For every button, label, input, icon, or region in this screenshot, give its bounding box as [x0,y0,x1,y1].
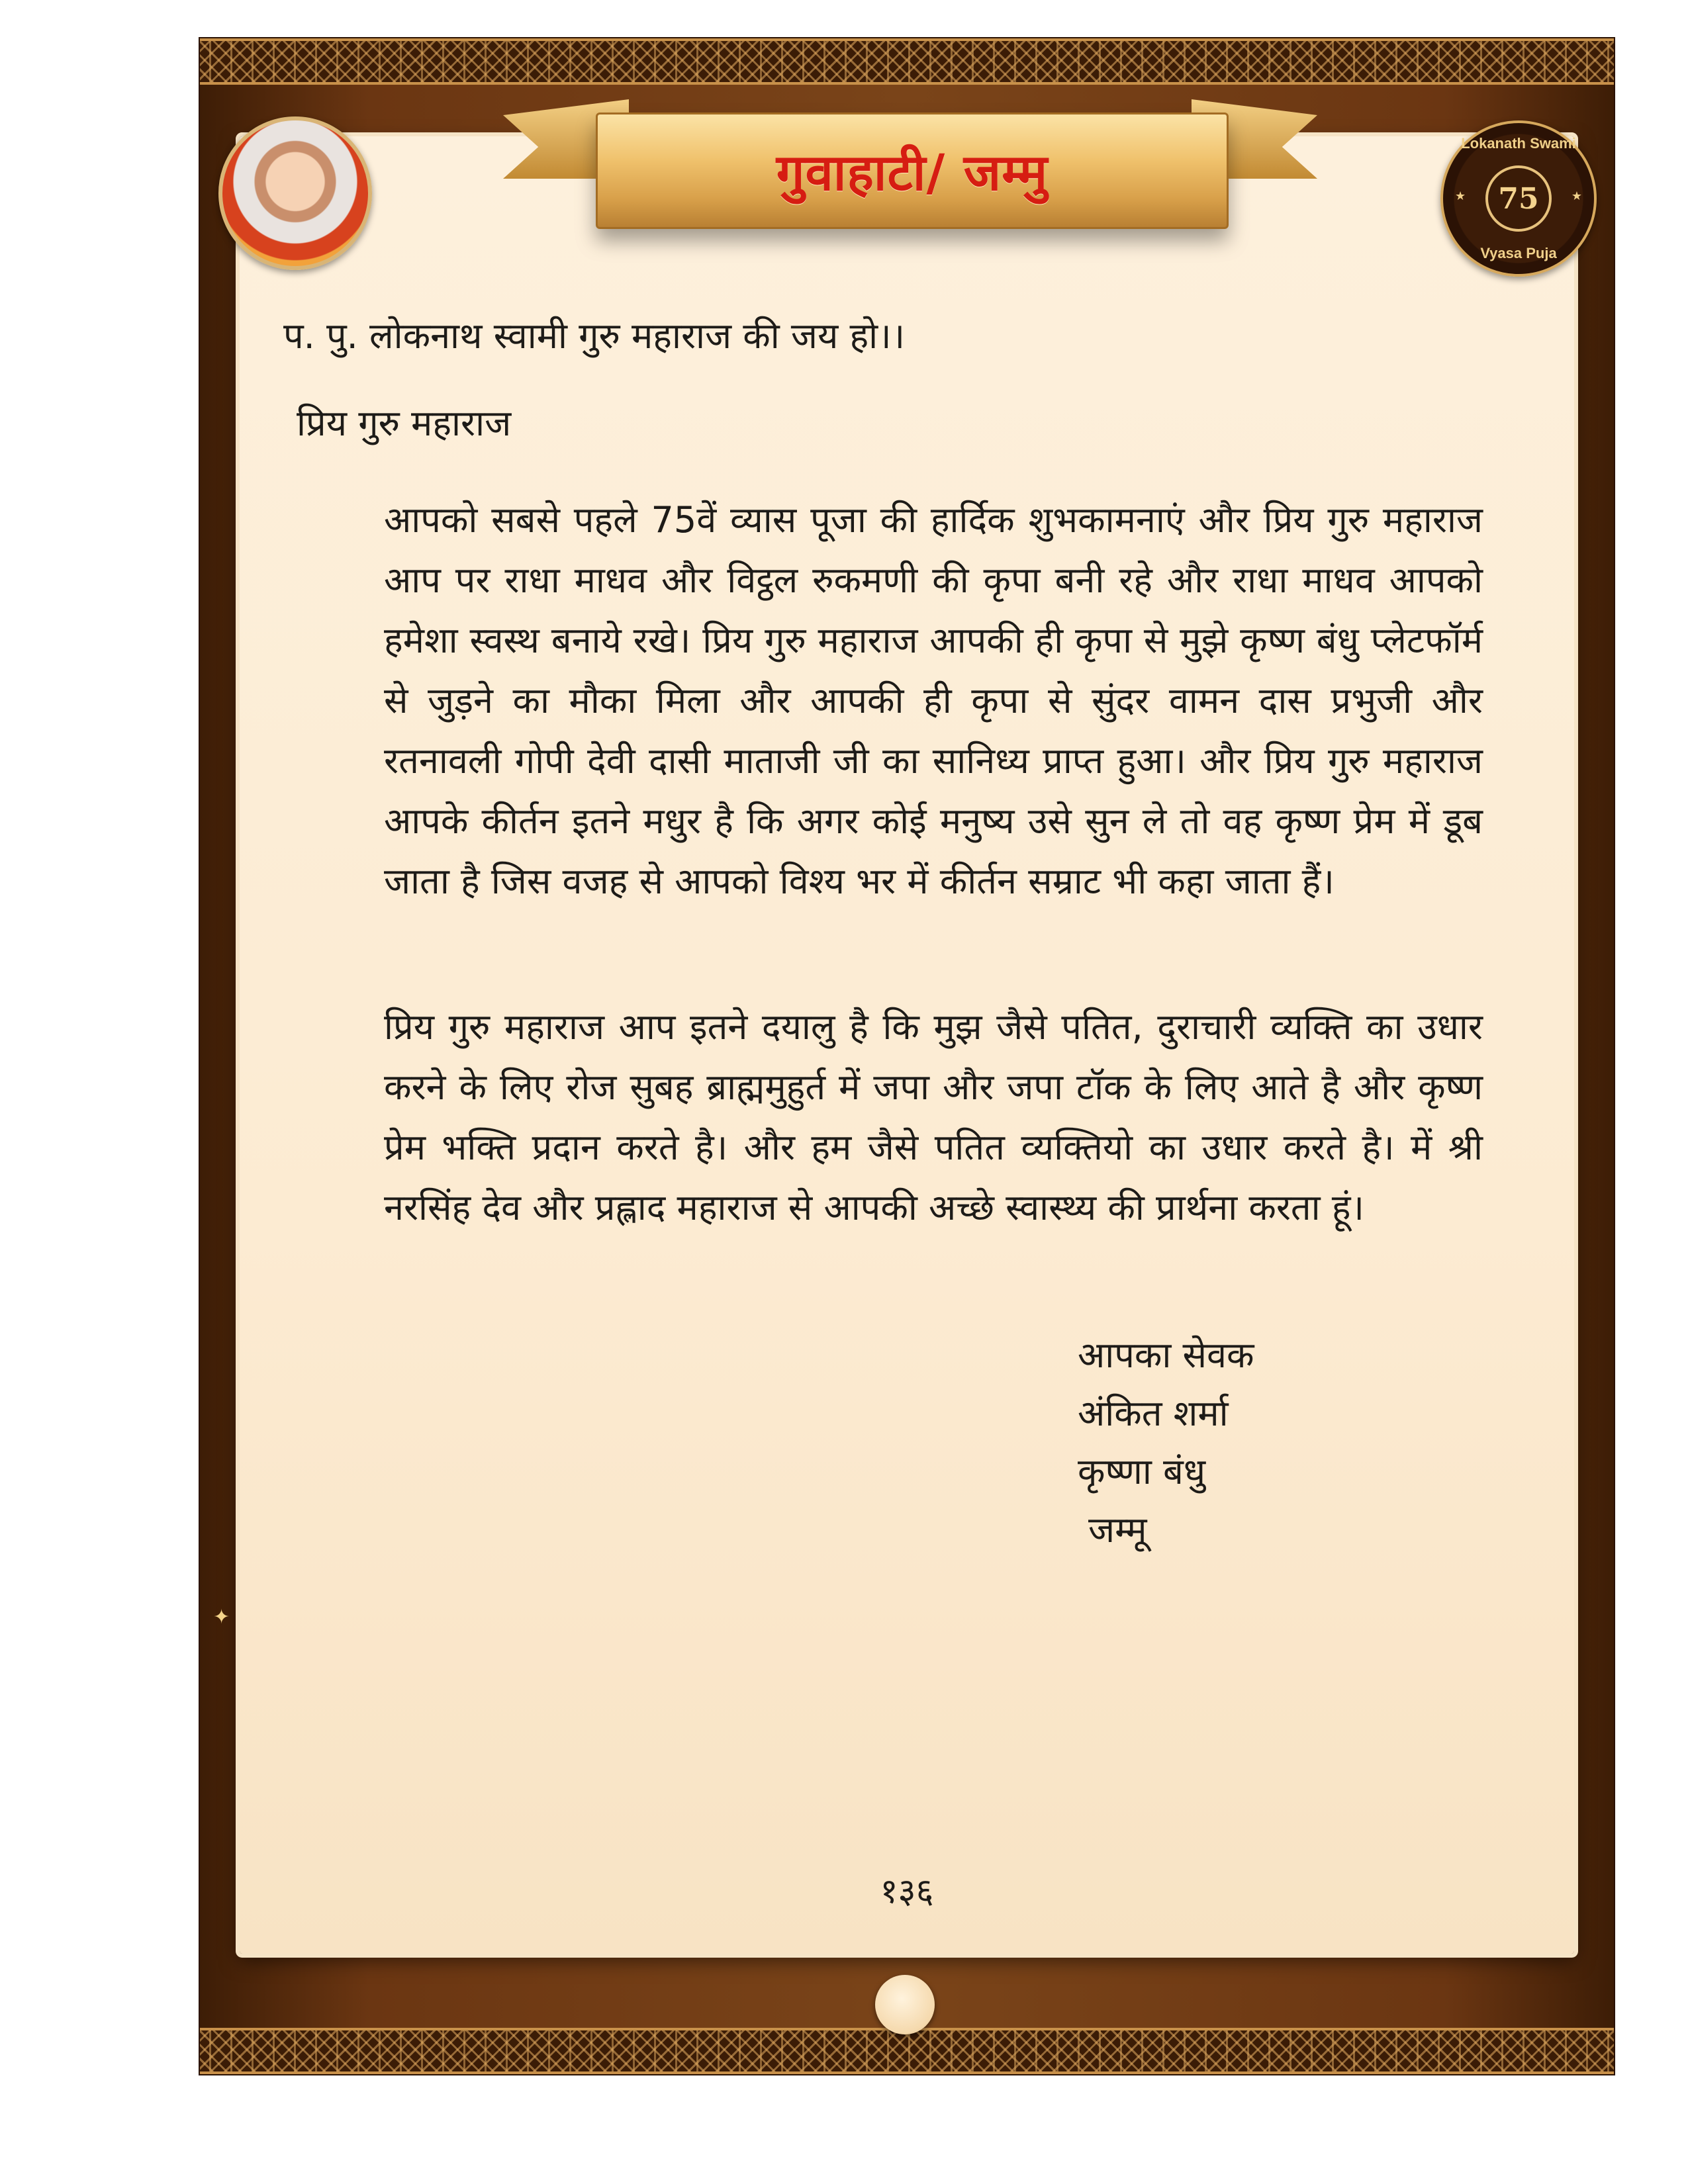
signature-name: अंकित शर्मा [1078,1392,1229,1434]
sparkle-icon: ✦ [213,1606,230,1629]
badge-number: 75 [1498,181,1539,216]
star-icon: ★ [1571,189,1582,203]
page-number: १३६ [880,1872,934,1911]
signature-closing: आपका सेवक [1078,1334,1254,1376]
letter-greeting: प्रिय गुरु महाराज [297,402,512,444]
guru-portrait-avatar [218,116,372,270]
star-icon: ★ [1455,189,1466,203]
badge-top-text: Lokanath Swami [1461,135,1576,152]
letter-paragraph: आपको सबसे पहले 75वें व्यास पूजा की हार्दिक शुभकामनाएं और प्रिय गुरु महाराज आप पर राधा माधव और विट्ठल रुकमणी की कृपा बनी रहे और राधा माधव आपको हमेशा स्वस्थ बनाये रखे। प्रिय गुरु महाराज आपकी ही कृपा से मुझे कृष्ण बंधु प्लेटफॉर्म से जुड़ने का मौका मिला और आपकी ही कृपा से सुंदर वामन दास प्रभुजी और रतनावली गोपी देवी दासी माताजी जी का सानिध्य प्राप्त हुआ। और प्रिय गुरु महाराज आपके कीर्तन इतने मधुर है कि अगर कोई मनुष्य उसे सुन ले तो वह कृष्ण प्रेम में डूब जाता है जिस वजह से आपको विश्य भर में कीर्तन सम्राट भी कहा जाता हैं। [384,499,1483,902]
scroll-knob-ornament [875,1975,935,2034]
signature-group: कृष्णा बंधु [1078,1451,1206,1492]
vyasa-puja-75-badge-icon [1440,120,1597,277]
badge-number-ring [1485,165,1552,232]
top-ornamental-border [200,38,1614,85]
title-ribbon [596,113,1229,229]
bottom-ornamental-border [200,2028,1614,2074]
letter-paragraph: प्रिय गुरु महाराज आप इतने दयालु है कि मुझ जैसे पतित, दुराचारी व्यक्ति का उधार करने के लिए रोज सुबह ब्राह्ममुहुर्त में जपा और जपा टॉक के लिए आते है और कृष्ण प्रेम भक्ति प्रदान करते है। और हम जैसे पतित व्यक्तियो का उधार करते है। में श्री नरसिंह देव और प्रह्लाद महाराज से आपकी अच्छे स्वास्थ्य की प्रार्थना करता हूं। [384,1006,1483,1228]
letter-salutation: प. पु. लोकनाथ स्वामी गुरु महाराज की जय हो।। [283,315,906,357]
badge-bottom-text: Vyasa Puja [1480,245,1557,261]
page-title: गुवाहाटी/ जम्मु [776,142,1049,202]
signature-place: जम्मू [1088,1509,1147,1551]
